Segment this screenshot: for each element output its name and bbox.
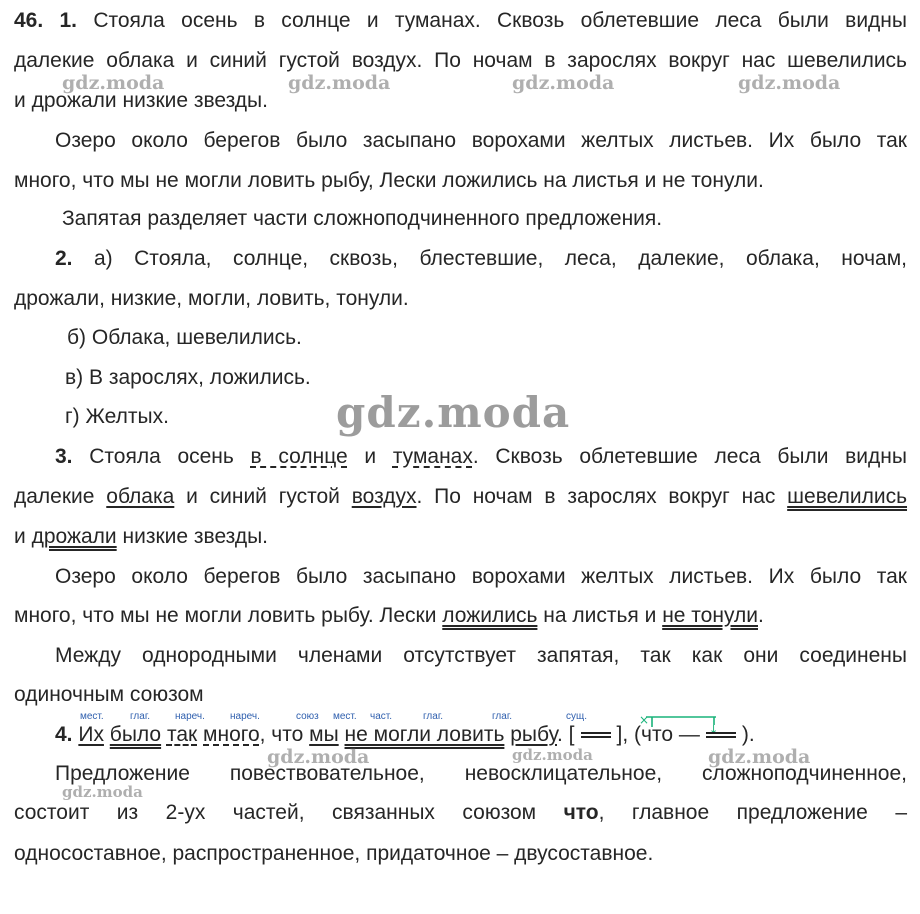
pos-tag: глаг. (492, 711, 513, 722)
task-number: 2. (55, 247, 73, 270)
subject-word: Их (78, 723, 104, 746)
pos-tag: союз (296, 711, 319, 722)
watermark: gdz.moda (708, 746, 811, 768)
task2-b: б) Облака, шевелились. (67, 326, 302, 349)
task4-analysis-3: односоставное, распространенное, придаточное – двусоставное. (14, 842, 654, 865)
task1-note: Запятая разделяет части сложноподчиненного предложения. (62, 207, 663, 230)
pos-tag: част. (370, 711, 393, 722)
underlined-word: облака (106, 485, 175, 508)
predicate-word: было (109, 723, 162, 746)
task3-line-7: одиночным союзом (14, 683, 204, 706)
pos-tag: сущ. (566, 711, 588, 722)
task2-line-2: дрожали, низкие, могли, ловить, тонули. (14, 287, 409, 310)
task3-line-4: Озеро около берегов было засыпано ворохами желтых листьев. Их было так (55, 565, 907, 588)
pos-tag: мест. (333, 711, 357, 722)
watermark: gdz.moda (267, 746, 370, 768)
schema-mid: ], (что — (616, 723, 700, 746)
task4-analysis-2: состоит из 2-ух частей, связанных союзом что, главное предложение – (14, 801, 908, 824)
watermark: gdz.moda (512, 746, 593, 764)
task3-line-2: далекие облака и синий густой воздух. По ночам в зарослях вокруг нас шевелились (14, 485, 908, 508)
task4-analysis-1: Предложение повествовательное, невосклицательное, сложноподчиненное, (55, 762, 907, 785)
schema-close: ). (741, 723, 755, 746)
task4-sentence: 4. Их было так много, что мы не могли ловить рыбу. [ ], (что — ). (55, 723, 755, 746)
watermark: gdz.moda (512, 72, 615, 94)
conjunction-bold: что (563, 801, 599, 824)
double-underlined-word: шевелились (787, 485, 908, 508)
pos-tag: глаг. (130, 711, 151, 722)
task1-line-2: далекие облака и синий густой воздух. По ночам в зарослях вокруг нас шевелились (14, 49, 907, 72)
watermark-large: gdz.moda (336, 388, 571, 437)
pos-tag: нареч. (230, 711, 260, 722)
task3-line-5: много, что мы не могли ловить рыбу. Лески ложились на листья и не тонули. (14, 604, 764, 627)
schema-arrow: ↓ (709, 723, 719, 735)
task1-p2-line-2: много, что мы не могли ловить рыбу, Лески ложились на листья и не тонули. (14, 169, 764, 192)
adverbial-word: много (203, 723, 260, 746)
watermark: gdz.moda (62, 783, 143, 801)
underlined-word: воздух (351, 485, 417, 508)
task2-g: г) Желтых. (65, 405, 169, 428)
subject-word: мы (309, 723, 339, 746)
double-underlined-word: не тонули (662, 604, 758, 627)
task2-v: в) В зарослях, ложились. (65, 366, 311, 389)
pos-tag: глаг. (423, 711, 444, 722)
adverbial-word: так (166, 723, 198, 746)
pos-tag: нареч. (175, 711, 205, 722)
task2-line-1: 2. а) Стояла, солнце, сквозь, блестевшие, леса, далекие, облака, ночам, (55, 247, 907, 270)
watermark: gdz.moda (738, 72, 841, 94)
pos-tag: мест. (80, 711, 104, 722)
task-number: 46. 1. (14, 9, 78, 32)
task3-line-3: и дрожали низкие звезды. (14, 525, 269, 548)
underlined-word: в солнце (250, 445, 348, 468)
task3-line-6: Между однородными членами отсутствует запятая, так как они соединены (55, 644, 907, 667)
predicate-word: не могли ловить (344, 723, 505, 746)
task1-p2-line-1: Озеро около берегов было засыпано ворохами желтых листьев. Их было так (55, 129, 907, 152)
task1-line-1: 46. 1. Стояла осень в солнце и туманах. Сквозь облетевшие леса были видны (14, 9, 907, 32)
watermark: gdz.moda (288, 72, 391, 94)
task-number: 3. (55, 445, 73, 468)
predicate-mark (581, 732, 611, 738)
schema-open: [ (568, 723, 575, 746)
task-number: 4. (55, 723, 73, 746)
task1-line-3: и дрожали низкие звезды. (14, 89, 268, 112)
object-word: рыбу (510, 723, 557, 746)
schema-cross: × (639, 713, 650, 727)
watermark: gdz.moda (62, 72, 165, 94)
double-underlined-word: дрожали (31, 525, 117, 548)
underlined-word: туманах (392, 445, 473, 468)
task3-line-1: 3. Стояла осень в солнце и туманах. Сквозь облетевшие леса были видны (55, 445, 907, 468)
double-underlined-word: ложились (442, 604, 538, 627)
predicate-mark (706, 732, 736, 738)
